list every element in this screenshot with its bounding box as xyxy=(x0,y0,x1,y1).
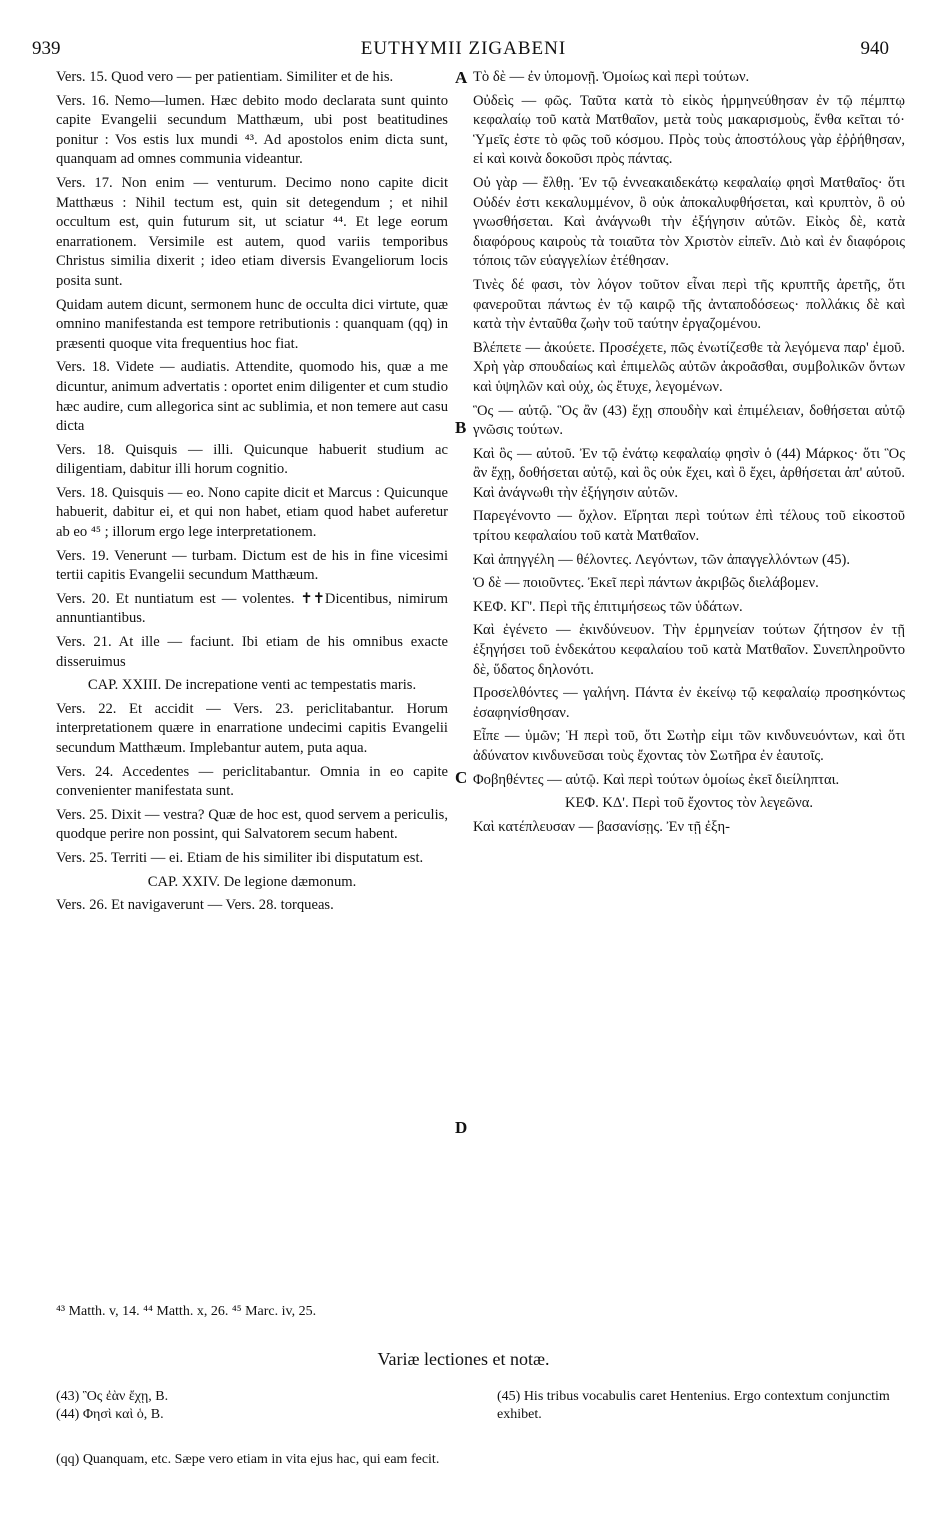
greek-paragraph: Καὶ κατέπλευσαν — βασανίσῃς. Ἐν τῇ ἐξη- xyxy=(473,818,731,835)
chapter-heading: ΚΕΦ. ΚΓ'. Περὶ τῆς ἐπιτιμήσεως τῶν ὑδάτων. xyxy=(473,598,743,615)
latin-paragraph: Vers. 26. Et navigaverunt — Vers. 28. torqueas. xyxy=(56,897,334,914)
latin-paragraph: Vers. 25. Territi — ei. Etiam de his similiter ibi disputatum est. xyxy=(56,849,424,866)
greek-paragraph: Καὶ ὃς — αὐτοῦ. Ἐν τῷ ἐνάτῳ κεφαλαίῳ φησὶν ὁ (44) Μάρκος· ὅτι Ὃς ἂν ἔχῃ, δοθήσεται αὐτῷ, καὶ ὃς οὐκ ἔχει, καὶ ὃ ἔχει, ἀρθήσεται ἀπ' αὐτοῦ. Καὶ ἀνάγνωθι τὴν ἐξήγησιν αὐτῶν. xyxy=(473,445,905,501)
greek-paragraph: Ὃς — αὐτῷ. Ὃς ἂν (43) ἔχῃ σπουδὴν καὶ ἐπιμέλειαν, δοθήσεται αὐτῷ γνῶσις τούτων. xyxy=(473,402,905,439)
latin-paragraph: Vers. 20. Et nuntiatum est — volentes. ✝✝Dicentibus, nimirum annuntiantibus. xyxy=(56,590,448,627)
variant-notes-left xyxy=(56,1388,476,1424)
margin-letter-c: C xyxy=(455,768,468,787)
greek-paragraph: Καὶ ἐγένετο — ἐκινδύνευον. Τὴν ἑρμηνείαν τούτων ζήτησον ἐν τῇ ἐξηγήσει τοῦ ἑνδεκάτου κεφαλαίου τοῦ κατὰ Ματθαῖον. Συνεπληροῦντο δὲ, ὕδατος δηλονότι. xyxy=(473,622,905,678)
page-header xyxy=(0,38,927,64)
greek-paragraph: Οὐδεὶς — φῶς. Ταῦτα κατὰ τὸ εἰκὸς ἡρμηνεύθησαν ἐν τῷ πέμπτῳ κεφαλαίῳ τοῦ κατὰ Ματθαῖον, μετὰ τοὺς μακαρισμοὺς, ἔνθα κεῖται τό· Ὑμεῖς ἐστε τὸ φῶς τοῦ κόσμου. Πρὸς τοὺς ἀποστόλους γὰρ ἐῤῥήθησαν, εἰ καὶ κοινὰ δοκοῦσι πρὸς πάντας. xyxy=(473,92,905,168)
greek-paragraph: Τινὲς δέ φασι, τὸν λόγον τοῦτον εἶναι περὶ τῆς κρυπτῆς ἀρετῆς, ὅτι φανεροῦται πάντως ἐν τῷ καιρῷ τῆς ἀνταποδόσεως· πολλάκις δὲ καὶ κατὰ τὴν ἐνταῦθα ζωὴν τοῦ ταύτην ἐργαζομένου. xyxy=(473,276,905,333)
latin-paragraph: Vers. 25. Dixit — vestra? Quæ de hoc est, quod servem a periculis, quodque perire non possint, qui Salvatorem secum habent. xyxy=(56,806,448,843)
greek-paragraph: Ὁ δὲ — ποιοῦντες. Ἐκεῖ περὶ πάντων ἀκριβῶς διελάβομεν. xyxy=(473,575,819,592)
latin-paragraph: Vers. 22. Et accidit — Vers. 23. periclitabantur. Horum interpretationem quære in enarratione undecimi capitis Evangelii secundum Matthæum. Implebantur autem, puta aqua. xyxy=(56,700,448,756)
greek-paragraph: Οὐ γὰρ — ἔλθῃ. Ἐν τῷ ἐννεακαιδεκάτῳ κεφαλαίῳ φησὶ Ματθαῖος· ὅτι Οὐδέν ἐστι κεκαλυμμένον, ὃ οὐκ ἀποκαλυφθήσεται, καὶ κρυπτὸν, ὃ οὐ γνωσθήσεται. Καὶ ἀνάγνωθι τὴν ἐξήγησιν αὐτῶν. Εἰκὸς δὲ, κατὰ διαφόρους καιροὺς τὰ τοιαῦτα τὸν Χριστὸν εἰπεῖν. Διὸ καὶ ἐν διαφόροις τόποις τῶν εὐαγγελίων ἐτέθησαν. xyxy=(473,174,905,270)
latin-paragraph: Vers. 18. Quisquis — eo. Nono capite dicit et Marcus : Quicunque habuerit, dabitur ei, et qui non habet, etiam quod habet auferetur ab eo ⁴⁵ ; illorum ergo lege interpretationem. xyxy=(56,484,448,541)
latin-paragraph: Quidam autem dicunt, sermonem hunc de occulta dici virtute, quæ omnino manifestanda est tempore retributionis : quanquam (qq) in præsenti quoque vita frequentius hoc fiat. xyxy=(56,296,448,352)
scripture-references: ⁴³ Matth. v, 14. ⁴⁴ Matth. x, 26. ⁴⁵ Marc. iv, 25. xyxy=(56,1304,317,1319)
running-title: EUTHYMII ZIGABENI xyxy=(360,38,567,59)
margin-letter-a: A xyxy=(455,68,468,87)
latin-paragraph: Vers. 15. Quod vero — per patientiam. Similiter et de his. xyxy=(56,69,394,85)
greek-paragraph: Προσελθόντες — γαλήνη. Πάντα ἐν ἐκείνῳ τῷ κεφαλαίῳ προσηκόντως ἐσαφηνίσθησαν. xyxy=(473,685,905,721)
latin-paragraph: Vers. 21. At ille — faciunt. Ibi etiam de his omnibus exacte disseruimus xyxy=(56,634,448,670)
variant-note-right: (45) His tribus vocabulis caret Hentenius. Ergo contextum conjunctim exhibet. xyxy=(497,1389,890,1422)
variant-note: (44) Φησὶ καὶ ὁ, B. xyxy=(56,1407,164,1422)
greek-paragraph: Καὶ ἀπηγγέλη — θέλοντες. Λεγόντων, τῶν ἀπαγγελλόντων (45). xyxy=(473,551,851,568)
latin-paragraph: Vers. 18. Videte — audiatis. Attendite, quomodo his, quæ a me dicuntur, animum advertatis : oportet enim diligenter et cum studio hæc audire, cum allegorica sint ac sublimia, et non temere aut casu dicta xyxy=(56,359,448,435)
margin-letter-b: B xyxy=(455,418,467,437)
greek-column xyxy=(473,68,905,841)
chapter-heading: CAP. XXIII. De increpatione venti ac tempestatis maris. xyxy=(87,677,417,694)
greek-paragraph: Παρεγένοντο — ὄχλον. Εἴρηται περὶ τούτων ἐπὶ τέλους τοῦ εἰκοστοῦ τρίτου κεφαλαίου τοῦ κατὰ Ματθαῖον. xyxy=(473,508,905,545)
greek-paragraph: Φοβηθέντες — αὐτῷ. Καὶ περὶ τούτων ὁμοίως ἐκεῖ διείληπται. xyxy=(473,771,840,788)
latin-paragraph: Vers. 16. Nemo—lumen. Hæc debito modo declarata sunt quinto capite Evangelii secundum Matthæum, ubi post beatitudines ponitur : Vos estis lux mundi ⁴³. Ad apostolos enim dicta sunt, quanquam ad omnes communia videantur. xyxy=(56,92,448,168)
latin-paragraph: Vers. 19. Venerunt — turbam. Dictum est de his in fine vicesimi tertii capitis Evangelii secundum Matthæum. xyxy=(56,547,448,584)
right-page-number: 940 xyxy=(860,38,889,59)
note-qq: (qq) Quanquam, etc. Sæpe vero etiam in vita ejus hac, qui eam fecit. xyxy=(56,1452,440,1467)
latin-paragraph: Vers. 17. Non enim — venturum. Decimo nono capite dicit Matthæus : Nihil tectum est, quin sit detegendum ; et nihil occultum est, quin futurum sit, ut sciatur ⁴⁴. Et lege eorum enarrationem. Versimile est autem, quod variis temporibus Christus similia dixerit ; ideo etiam diversis Evangeliorum locis posita sunt. xyxy=(56,174,448,289)
greek-paragraph: Βλέπετε — ἀκούετε. Προσέχετε, πῶς ἐνωτίζεσθε τὰ λεγόμενα παρ' ἐμοῦ. Χρὴ γὰρ σπουδαίως καὶ ἐπιμελῶς αὐτῶν ἀκροᾶσθαι, συμβολικῶν ὄντων καὶ ὑψηλῶν καὶ οὐχ, ὡς ἔτυχε, λεγομένων. xyxy=(473,339,905,395)
left-page-number: 939 xyxy=(32,38,61,59)
chapter-heading: CAP. XXIV. De legione dæmonum. xyxy=(147,873,357,890)
latin-paragraph: Vers. 18. Quisquis — illi. Quicunque habuerit studium ac diligentiam, dabitur illi horum cognitio. xyxy=(56,441,448,478)
variae-lectiones-heading: Variæ lectiones et notæ. xyxy=(377,1349,550,1369)
margin-letter-d: D xyxy=(455,1118,468,1137)
greek-paragraph: Εἶπε — ὑμῶν; Ἡ περὶ τοῦ, ὅτι Σωτὴρ εἰμι τῶν κινδυνευόντων, καὶ ὅτι ἀδύνατον κινδυνεῦσαι τοὺς ἔχοντας τὸν Σωτῆρα ἐν ἑαυτοῖς. xyxy=(473,728,905,764)
greek-paragraph: Τὸ δὲ — ἐν ὑπομονῇ. Ὁμοίως καὶ περὶ τούτων. xyxy=(473,69,750,85)
chapter-heading: ΚΕΦ. ΚΔ'. Περὶ τοῦ ἔχοντος τὸν λεγεῶνα. xyxy=(564,795,814,812)
variant-note: (43) Ὃς ἐὰν ἔχῃ, B. xyxy=(56,1389,169,1404)
latin-column xyxy=(56,68,448,920)
latin-paragraph: Vers. 24. Accedentes — periclitabantur. Omnia in eo capite convenienter manifestata sunt. xyxy=(56,763,448,800)
